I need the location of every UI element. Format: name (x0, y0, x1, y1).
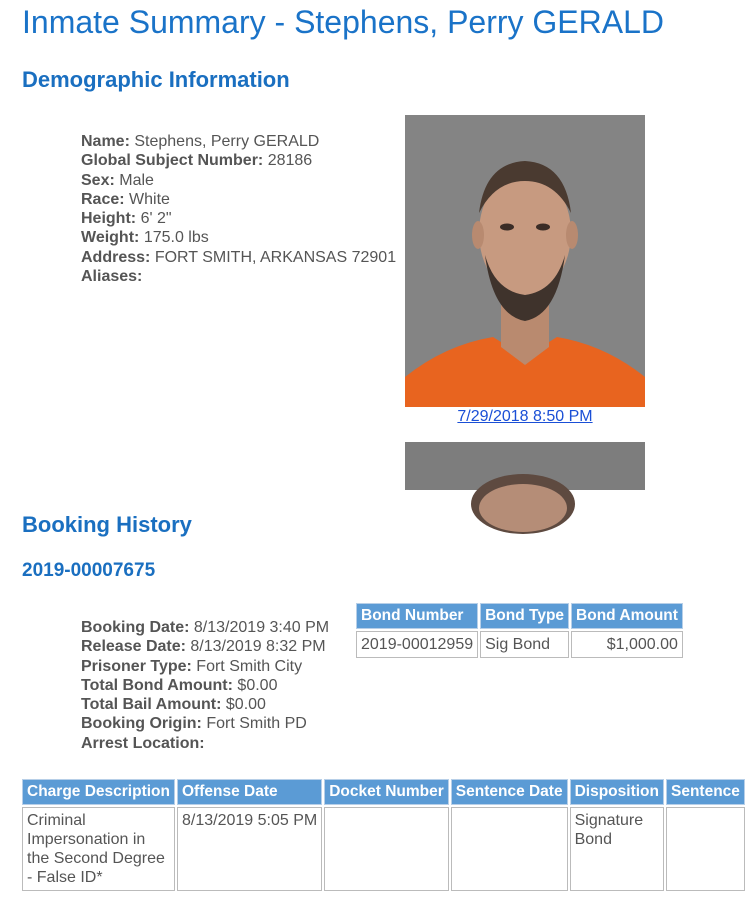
bond-table (354, 601, 685, 660)
field-prisoner-type: Prisoner Type: Fort Smith City (81, 657, 303, 675)
charge-table-header (22, 779, 745, 805)
field-sex: Sex: Male (81, 171, 154, 189)
column-header[interactable]: Docket Number (324, 779, 449, 805)
demographic-heading: Demographic Information (22, 67, 290, 92)
sentence-date-cell (451, 807, 568, 891)
booking-number: 2019-00007675 (22, 560, 156, 581)
column-header[interactable]: Offense Date (177, 779, 322, 805)
field-weight: Weight: 175.0 lbs (81, 229, 209, 247)
field-address: Address: FORT SMITH, ARKANSAS 72901 (81, 248, 397, 266)
mugshot-image-2 (405, 442, 645, 490)
field-height: Height: 6' 2" (81, 210, 172, 228)
bond-amount-cell: $1,000.00 (571, 631, 683, 658)
field-booking-date: Booking Date: 8/13/2019 3:40 PM (81, 619, 330, 636)
mugshot-image (405, 115, 645, 407)
column-header[interactable]: Bond Type (480, 603, 569, 629)
table-row (356, 631, 683, 658)
bond-table-header (356, 603, 683, 629)
column-header[interactable]: Disposition (570, 779, 664, 805)
field-total-bond-amount: Total Bond Amount: $0.00 (81, 676, 278, 694)
column-header[interactable]: Bond Amount (571, 603, 683, 629)
column-header[interactable]: Charge Description (22, 779, 175, 805)
column-header[interactable]: Bond Number (356, 603, 478, 629)
photo-date-link[interactable]: 7/29/2018 8:50 PM (457, 408, 593, 425)
charge-table (20, 777, 747, 893)
field-arrest-location: Arrest Location: (81, 734, 205, 752)
column-header[interactable]: Sentence (666, 779, 745, 805)
booking-fields (81, 618, 329, 753)
field-name: Name: Stephens, Perry GERALD (81, 133, 320, 150)
docket-number-cell (324, 807, 449, 891)
charge-description-cell: Criminal Impersonation in the Second Degree - False ID* (22, 807, 175, 891)
field-global-subject-number: Global Subject Number: 28186 (81, 152, 313, 170)
demographic-fields (81, 132, 396, 286)
mugshot-photo[interactable] (405, 115, 645, 407)
sentence-cell (666, 807, 745, 891)
bond-number-cell: 2019-00012959 (356, 631, 478, 658)
column-header[interactable]: Sentence Date (451, 779, 568, 805)
field-aliases: Aliases: (81, 268, 143, 286)
field-release-date: Release Date: 8/13/2019 8:32 PM (81, 638, 326, 656)
table-row (22, 807, 745, 891)
mugshot-photo-2[interactable] (405, 442, 645, 490)
field-booking-origin: Booking Origin: Fort Smith PD (81, 715, 307, 733)
disposition-cell: Signature Bond (570, 807, 664, 891)
field-race: Race: White (81, 190, 170, 208)
bond-type-cell: Sig Bond (480, 631, 569, 658)
booking-history-heading: Booking History (22, 512, 192, 537)
offense-date-cell: 8/13/2019 5:05 PM (177, 807, 322, 891)
field-total-bail-amount: Total Bail Amount: $0.00 (81, 696, 266, 714)
page-title: Inmate Summary - Stephens, Perry GERALD (22, 4, 664, 40)
